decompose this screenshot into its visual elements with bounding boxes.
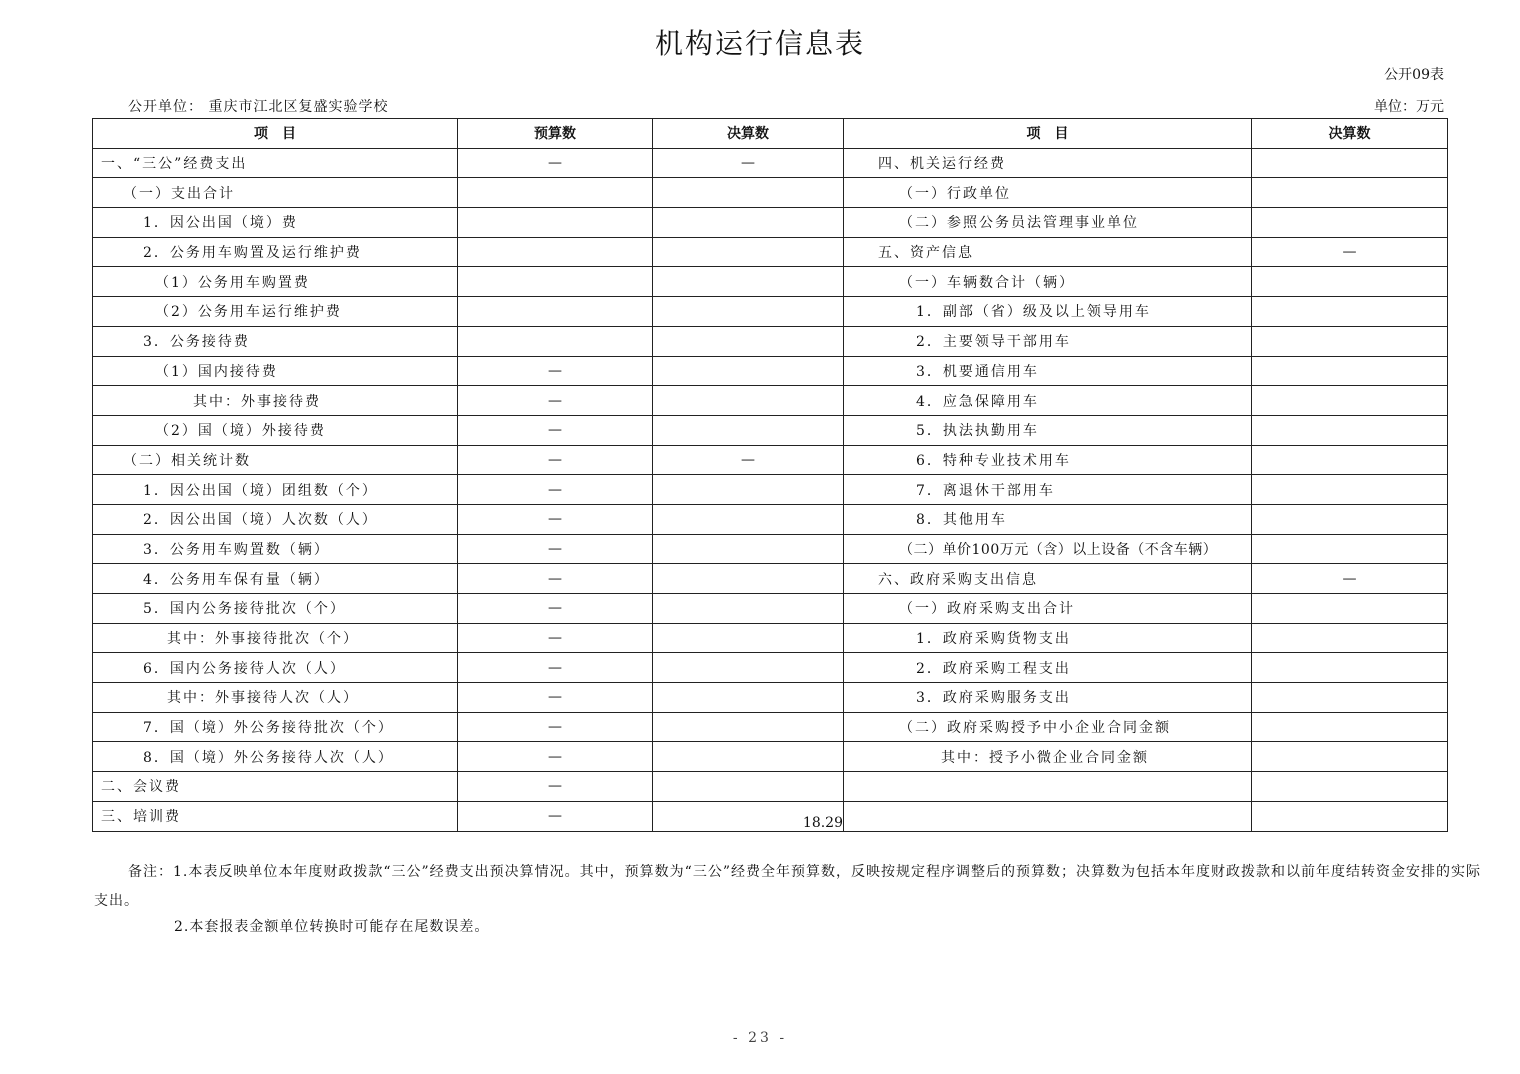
final-cell — [653, 504, 844, 534]
right-final-cell — [1252, 801, 1448, 831]
final-cell: — — [653, 148, 844, 178]
right-item: 五、资产信息 — [844, 237, 1252, 267]
header-final-left: 决算数 — [653, 119, 844, 149]
table-row — [93, 712, 1448, 742]
right-final-cell: — — [1252, 564, 1448, 594]
left-item: 其中：外事接待批次（个） — [93, 623, 458, 653]
final-cell — [653, 594, 844, 624]
left-item: 1．因公出国（境）团组数（个） — [93, 475, 458, 505]
right-final-cell — [1252, 683, 1448, 713]
right-item: 2．政府采购工程支出 — [844, 653, 1252, 683]
right-item: 7．离退休干部用车 — [844, 475, 1252, 505]
final-cell: 18.29 — [653, 801, 844, 831]
right-final-cell — [1252, 208, 1448, 238]
budget-cell: — — [458, 712, 653, 742]
final-cell — [653, 712, 844, 742]
institution-info-table — [92, 118, 1448, 832]
table-row — [93, 326, 1448, 356]
right-item — [844, 772, 1252, 802]
table-row — [93, 178, 1448, 208]
left-item: 6．国内公务接待人次（人） — [93, 653, 458, 683]
table-row — [93, 267, 1448, 297]
left-item: 1．因公出国（境）费 — [93, 208, 458, 238]
table-header-row — [93, 119, 1448, 149]
left-item: （2）国（境）外接待费 — [93, 415, 458, 445]
right-item: （二）政府采购授予中小企业合同金额 — [844, 712, 1252, 742]
left-item: 一、“三公”经费支出 — [93, 148, 458, 178]
budget-cell — [458, 178, 653, 208]
right-item: 2．主要领导干部用车 — [844, 326, 1252, 356]
final-cell — [653, 208, 844, 238]
final-cell — [653, 178, 844, 208]
header-final-right: 决算数 — [1252, 119, 1448, 149]
final-cell — [653, 742, 844, 772]
right-item: 1．副部（省）级及以上领导用车 — [844, 297, 1252, 327]
final-cell — [653, 475, 844, 505]
header-item-right: 项 目 — [844, 119, 1252, 149]
right-final-cell — [1252, 772, 1448, 802]
page-number: - 23 - — [732, 1030, 788, 1046]
table-row — [93, 623, 1448, 653]
final-cell — [653, 386, 844, 416]
note-1: 备注：1.本表反映单位本年度财政拨款“三公”经费支出预决算情况。其中，预算数为“三公”经费全年预算数，反映按规定程序调整后的预算数；决算数为包括本年度财政拨款和以前年度结转资金安排的实际支出。 — [94, 864, 1481, 909]
unit-label: 公开单位： — [128, 99, 203, 115]
right-item: 1．政府采购货物支出 — [844, 623, 1252, 653]
budget-cell: — — [458, 683, 653, 713]
right-final-cell — [1252, 178, 1448, 208]
header-budget: 预算数 — [458, 119, 653, 149]
currency-unit: 单位：万元 — [1374, 99, 1444, 115]
table-row — [93, 742, 1448, 772]
right-final-cell — [1252, 297, 1448, 327]
right-final-cell — [1252, 653, 1448, 683]
right-final-cell — [1252, 386, 1448, 416]
table-row — [93, 475, 1448, 505]
right-final-cell — [1252, 415, 1448, 445]
budget-cell: — — [458, 564, 653, 594]
left-item: 3．公务接待费 — [93, 326, 458, 356]
right-item: 3．政府采购服务支出 — [844, 683, 1252, 713]
left-item: （2）公务用车运行维护费 — [93, 297, 458, 327]
right-final-cell — [1252, 594, 1448, 624]
budget-cell: — — [458, 386, 653, 416]
unit-name: 重庆市江北区复盛实验学校 — [208, 99, 389, 115]
budget-cell — [458, 237, 653, 267]
table-row — [93, 208, 1448, 238]
right-item: 8．其他用车 — [844, 504, 1252, 534]
final-cell — [653, 237, 844, 267]
table-row — [93, 356, 1448, 386]
left-item: 3．公务用车购置数（辆） — [93, 534, 458, 564]
right-item: （一）行政单位 — [844, 178, 1252, 208]
header-item-left: 项 目 — [93, 119, 458, 149]
left-item: 4．公务用车保有量（辆） — [93, 564, 458, 594]
final-cell — [653, 356, 844, 386]
right-final-cell — [1252, 445, 1448, 475]
budget-cell — [458, 267, 653, 297]
table-row — [93, 564, 1448, 594]
right-final-cell — [1252, 623, 1448, 653]
right-item: 4．应急保障用车 — [844, 386, 1252, 416]
right-final-cell — [1252, 504, 1448, 534]
table-row — [93, 415, 1448, 445]
left-item: （二）相关统计数 — [93, 445, 458, 475]
left-item: 三、培训费 — [93, 801, 458, 831]
budget-cell: — — [458, 415, 653, 445]
right-final-cell — [1252, 267, 1448, 297]
final-cell — [653, 534, 844, 564]
final-cell — [653, 683, 844, 713]
right-item: （二）单价100万元（含）以上设备（不含车辆） — [844, 534, 1252, 564]
right-item: 四、机关运行经费 — [844, 148, 1252, 178]
table-row — [93, 534, 1448, 564]
right-final-cell — [1252, 742, 1448, 772]
right-item: 5．执法执勤用车 — [844, 415, 1252, 445]
table-row — [93, 772, 1448, 802]
budget-cell: — — [458, 742, 653, 772]
table-row — [93, 683, 1448, 713]
left-item: 7．国（境）外公务接待批次（个） — [93, 712, 458, 742]
table-row — [93, 594, 1448, 624]
left-item: （一）支出合计 — [93, 178, 458, 208]
left-item: 2．因公出国（境）人次数（人） — [93, 504, 458, 534]
table-row — [93, 445, 1448, 475]
right-final-cell — [1252, 475, 1448, 505]
table-row — [93, 237, 1448, 267]
right-item: 6．特种专业技术用车 — [844, 445, 1252, 475]
left-item: （1）公务用车购置费 — [93, 267, 458, 297]
final-cell — [653, 297, 844, 327]
right-final-cell: — — [1252, 237, 1448, 267]
right-final-cell — [1252, 326, 1448, 356]
budget-cell: — — [458, 653, 653, 683]
right-item — [844, 801, 1252, 831]
left-item: 8．国（境）外公务接待人次（人） — [93, 742, 458, 772]
budget-cell: — — [458, 594, 653, 624]
final-cell: — — [653, 445, 844, 475]
budget-cell: — — [458, 148, 653, 178]
right-item: （二）参照公务员法管理事业单位 — [844, 208, 1252, 238]
final-cell — [653, 415, 844, 445]
budget-cell — [458, 326, 653, 356]
final-cell — [653, 326, 844, 356]
left-item: 2．公务用车购置及运行维护费 — [93, 237, 458, 267]
final-cell — [653, 653, 844, 683]
left-item: （1）国内接待费 — [93, 356, 458, 386]
page-title: 机构运行信息表 — [654, 27, 865, 60]
note-2: 2.本套报表金额单位转换时可能存在尾数误差。 — [174, 919, 490, 935]
right-final-cell — [1252, 148, 1448, 178]
right-final-cell — [1252, 712, 1448, 742]
left-item: 二、会议费 — [93, 772, 458, 802]
budget-cell: — — [458, 356, 653, 386]
budget-cell: — — [458, 504, 653, 534]
right-item: （一）政府采购支出合计 — [844, 594, 1252, 624]
left-item: 5．国内公务接待批次（个） — [93, 594, 458, 624]
left-item: 其中：外事接待人次（人） — [93, 683, 458, 713]
right-item: 其中：授予小微企业合同金额 — [844, 742, 1252, 772]
right-final-cell — [1252, 356, 1448, 386]
table-row — [93, 148, 1448, 178]
left-item: 其中：外事接待费 — [93, 386, 458, 416]
budget-cell — [458, 297, 653, 327]
budget-cell: — — [458, 475, 653, 505]
budget-cell: — — [458, 445, 653, 475]
table-row — [93, 653, 1448, 683]
right-item: 3．机要通信用车 — [844, 356, 1252, 386]
budget-cell: — — [458, 623, 653, 653]
final-cell — [653, 772, 844, 802]
final-cell — [653, 267, 844, 297]
budget-cell: — — [458, 801, 653, 831]
right-item: （一）车辆数合计（辆） — [844, 267, 1252, 297]
right-final-cell — [1252, 534, 1448, 564]
table-row — [93, 801, 1448, 831]
table-row — [93, 297, 1448, 327]
reporting-unit — [128, 96, 388, 116]
right-item: 六、政府采购支出信息 — [844, 564, 1252, 594]
final-cell — [653, 564, 844, 594]
table-row — [93, 386, 1448, 416]
budget-cell: — — [458, 534, 653, 564]
form-number: 公开09表 — [1384, 67, 1444, 83]
budget-cell: — — [458, 772, 653, 802]
budget-cell — [458, 208, 653, 238]
final-cell — [653, 623, 844, 653]
table-row — [93, 504, 1448, 534]
